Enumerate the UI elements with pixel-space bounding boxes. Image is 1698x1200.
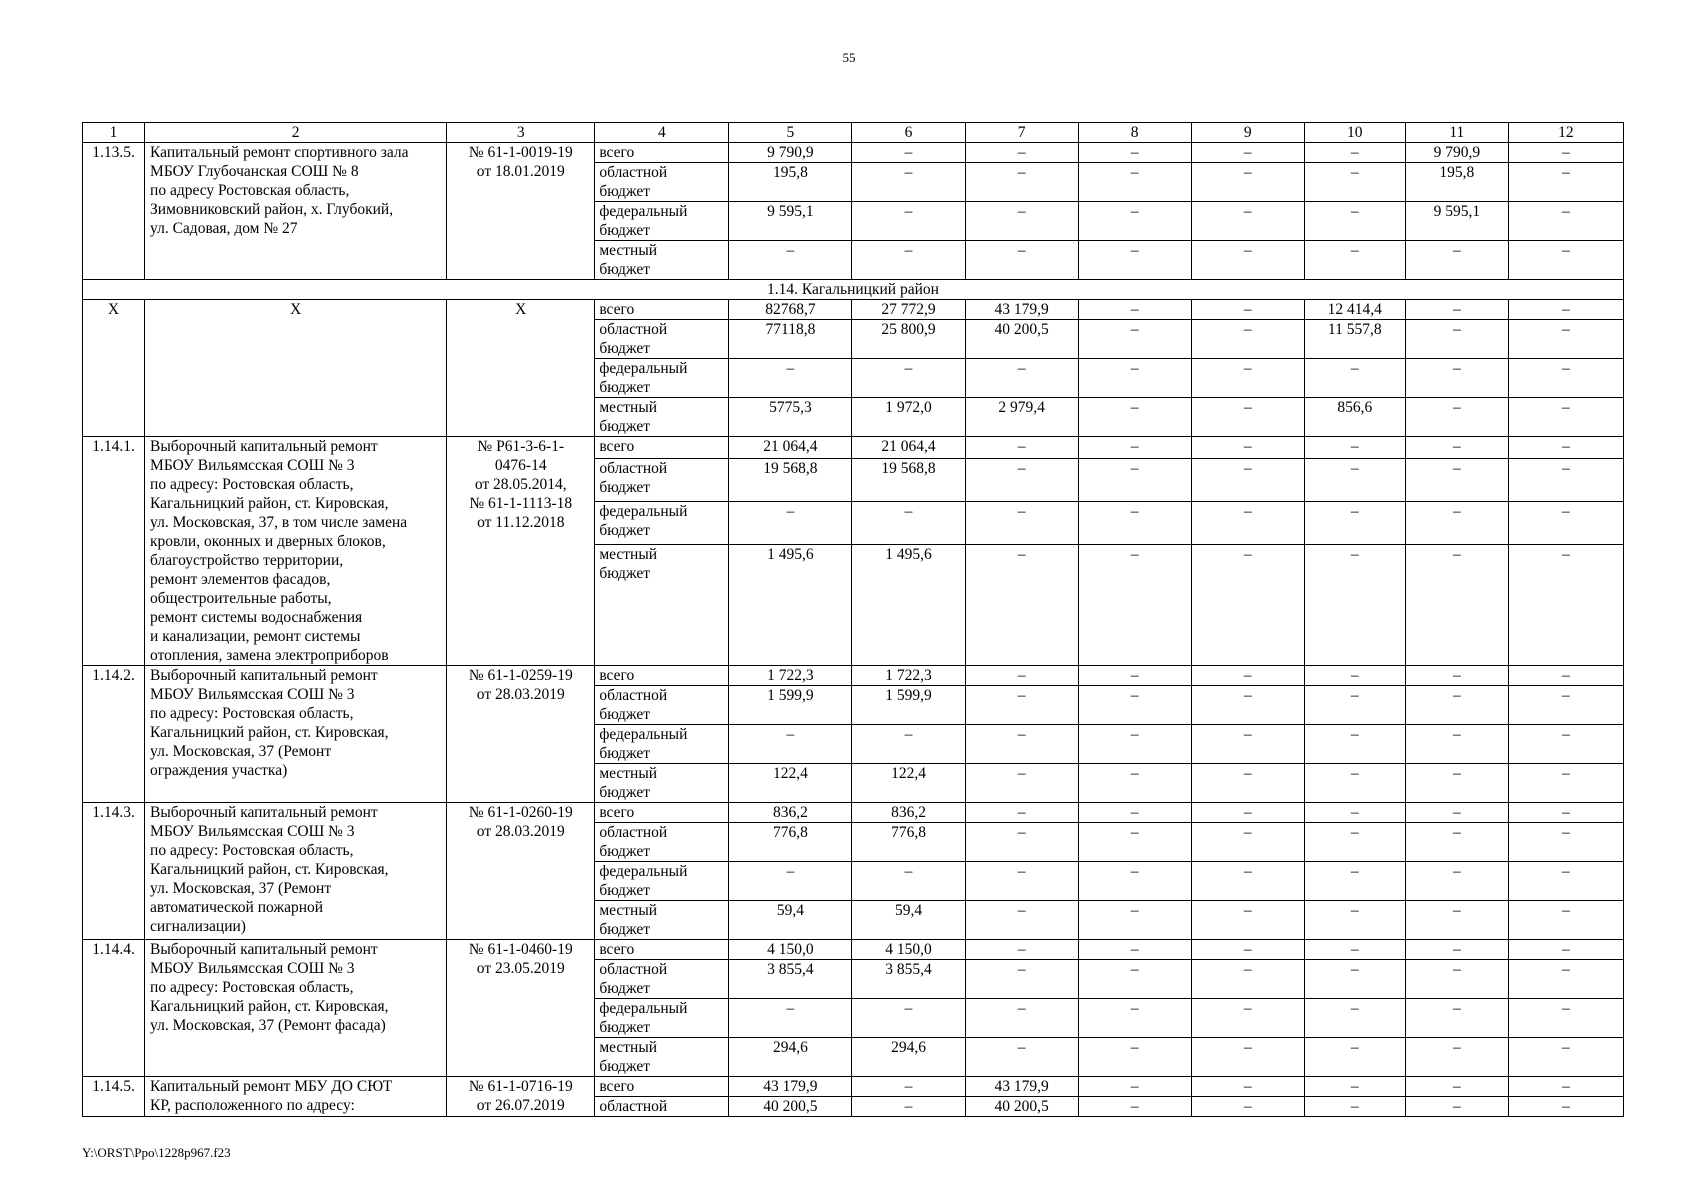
amount-cell: –: [852, 725, 965, 764]
amount-cell: –: [1405, 241, 1508, 280]
item-number: Х: [83, 300, 145, 437]
amount-cell: 776,8: [852, 823, 965, 862]
funding-source: всего: [595, 143, 729, 163]
funding-source: областной бюджет: [595, 823, 729, 862]
funding-source: федеральный бюджет: [595, 502, 729, 545]
amount-cell: 3 855,4: [729, 960, 852, 999]
amount-cell: –: [1191, 437, 1304, 459]
amount-cell: –: [1078, 764, 1191, 803]
amount-cell: 9 790,9: [1405, 143, 1508, 163]
amount-cell: –: [1191, 398, 1304, 437]
amount-cell: 4 150,0: [852, 940, 965, 960]
funding-source: местный бюджет: [595, 901, 729, 940]
amount-cell: –: [1405, 823, 1508, 862]
amount-cell: –: [965, 862, 1078, 901]
amount-cell: –: [1078, 143, 1191, 163]
amount-cell: –: [965, 459, 1078, 502]
amount-cell: –: [965, 960, 1078, 999]
amount-cell: –: [965, 686, 1078, 725]
amount-cell: –: [1078, 666, 1191, 686]
amount-cell: 9 595,1: [729, 202, 852, 241]
amount-cell: –: [1191, 862, 1304, 901]
amount-cell: 43 179,9: [965, 1077, 1078, 1097]
amount-cell: 59,4: [729, 901, 852, 940]
amount-cell: –: [965, 940, 1078, 960]
amount-cell: –: [965, 764, 1078, 803]
item-number: 1.13.5.: [83, 143, 145, 280]
amount-cell: –: [1405, 545, 1508, 666]
amount-cell: –: [1191, 725, 1304, 764]
amount-cell: –: [1191, 1077, 1304, 1097]
amount-cell: –: [1078, 1097, 1191, 1117]
item-number: 1.14.4.: [83, 940, 145, 1077]
amount-cell: –: [1405, 940, 1508, 960]
table-row: [83, 437, 1624, 459]
column-number-cell: 10: [1304, 123, 1405, 143]
amount-cell: –: [1508, 940, 1623, 960]
amount-cell: 1 599,9: [729, 686, 852, 725]
column-number-cell: 9: [1191, 123, 1304, 143]
amount-cell: 294,6: [852, 1038, 965, 1077]
amount-cell: –: [1508, 459, 1623, 502]
amount-cell: –: [1304, 163, 1405, 202]
amount-cell: –: [1304, 803, 1405, 823]
amount-cell: –: [1508, 502, 1623, 545]
funding-table-body: [83, 123, 1624, 1117]
amount-cell: –: [1405, 686, 1508, 725]
amount-cell: –: [729, 862, 852, 901]
amount-cell: –: [1304, 143, 1405, 163]
funding-source: областной бюджет: [595, 686, 729, 725]
amount-cell: 3 855,4: [852, 960, 965, 999]
amount-cell: –: [1304, 686, 1405, 725]
amount-cell: –: [965, 666, 1078, 686]
amount-cell: –: [1078, 459, 1191, 502]
amount-cell: 82768,7: [729, 300, 852, 320]
amount-cell: –: [1191, 163, 1304, 202]
amount-cell: –: [1078, 398, 1191, 437]
amount-cell: –: [729, 999, 852, 1038]
amount-cell: –: [1405, 1038, 1508, 1077]
amount-cell: –: [1304, 1077, 1405, 1097]
object-description: Х: [145, 300, 447, 437]
amount-cell: –: [1508, 300, 1623, 320]
amount-cell: –: [1191, 1097, 1304, 1117]
amount-cell: –: [852, 862, 965, 901]
column-number-cell: 5: [729, 123, 852, 143]
amount-cell: 195,8: [1405, 163, 1508, 202]
amount-cell: 294,6: [729, 1038, 852, 1077]
funding-source: всего: [595, 437, 729, 459]
amount-cell: –: [1078, 1077, 1191, 1097]
object-description: Капитальный ремонт спортивного зала МБОУ Глубочанская СОШ № 8 по адресу Ростовская область, Зимовниковский район, х. Глубокий, ул. Садовая, дом № 27: [145, 143, 447, 280]
amount-cell: –: [1304, 1038, 1405, 1077]
amount-cell: –: [1508, 999, 1623, 1038]
funding-source: местный бюджет: [595, 545, 729, 666]
amount-cell: –: [1078, 725, 1191, 764]
column-number-cell: 8: [1078, 123, 1191, 143]
amount-cell: –: [1508, 960, 1623, 999]
object-description: Выборочный капитальный ремонт МБОУ Вильямсская СОШ № 3 по адресу: Ростовская область, Кагальницкий район, ст. Кировская, ул. Московская, 37 (Ремонт автоматической пожарной сигнализации): [145, 803, 447, 940]
amount-cell: –: [1078, 999, 1191, 1038]
amount-cell: –: [965, 502, 1078, 545]
amount-cell: –: [852, 999, 965, 1038]
amount-cell: –: [852, 241, 965, 280]
amount-cell: 40 200,5: [965, 1097, 1078, 1117]
amount-cell: –: [965, 823, 1078, 862]
amount-cell: 9 790,9: [729, 143, 852, 163]
amount-cell: –: [1508, 901, 1623, 940]
amount-cell: 2 979,4: [965, 398, 1078, 437]
column-number-cell: 4: [595, 123, 729, 143]
funding-source: областной: [595, 1097, 729, 1117]
amount-cell: –: [1304, 241, 1405, 280]
amount-cell: –: [1191, 359, 1304, 398]
amount-cell: 40 200,5: [965, 320, 1078, 359]
amount-cell: –: [1508, 764, 1623, 803]
column-number-cell: 6: [852, 123, 965, 143]
amount-cell: 195,8: [729, 163, 852, 202]
amount-cell: –: [1078, 823, 1191, 862]
amount-cell: 836,2: [729, 803, 852, 823]
amount-cell: –: [1078, 901, 1191, 940]
table-row: [83, 803, 1624, 823]
funding-source: областной бюджет: [595, 960, 729, 999]
amount-cell: 4 150,0: [729, 940, 852, 960]
amount-cell: –: [1405, 1097, 1508, 1117]
amount-cell: 21 064,4: [729, 437, 852, 459]
amount-cell: –: [1191, 241, 1304, 280]
amount-cell: –: [1191, 143, 1304, 163]
amount-cell: –: [1405, 725, 1508, 764]
amount-cell: 1 722,3: [852, 666, 965, 686]
table-row: [83, 143, 1624, 163]
amount-cell: –: [1508, 359, 1623, 398]
amount-cell: –: [1508, 163, 1623, 202]
amount-cell: 59,4: [852, 901, 965, 940]
amount-cell: –: [965, 143, 1078, 163]
amount-cell: –: [1191, 803, 1304, 823]
amount-cell: –: [852, 502, 965, 545]
amount-cell: 9 595,1: [1405, 202, 1508, 241]
amount-cell: –: [1191, 202, 1304, 241]
amount-cell: –: [1078, 502, 1191, 545]
amount-cell: –: [1304, 545, 1405, 666]
amount-cell: –: [1508, 1097, 1623, 1117]
amount-cell: 21 064,4: [852, 437, 965, 459]
amount-cell: –: [1191, 300, 1304, 320]
amount-cell: 776,8: [729, 823, 852, 862]
amount-cell: –: [1405, 960, 1508, 999]
amount-cell: –: [1304, 459, 1405, 502]
funding-source: местный бюджет: [595, 764, 729, 803]
amount-cell: –: [1078, 437, 1191, 459]
amount-cell: –: [965, 1038, 1078, 1077]
amount-cell: –: [1508, 241, 1623, 280]
column-number-cell: 12: [1508, 123, 1623, 143]
amount-cell: –: [965, 359, 1078, 398]
amount-cell: 19 568,8: [729, 459, 852, 502]
amount-cell: –: [1078, 803, 1191, 823]
amount-cell: –: [729, 502, 852, 545]
amount-cell: –: [1191, 823, 1304, 862]
amount-cell: –: [1191, 502, 1304, 545]
object-description: Выборочный капитальный ремонт МБОУ Вильямсская СОШ № 3 по адресу: Ростовская область, Кагальницкий район, ст. Кировская, ул. Московская, 37, в том числе замена кровли, оконных и дверных блоков, благоустройство территории, ремонт элементов фасадов, общестроительные работы, ремонт системы водоснабжения и канализации, ремонт системы отопления, замена электроприборов: [145, 437, 447, 666]
amount-cell: –: [1405, 999, 1508, 1038]
amount-cell: –: [1405, 359, 1508, 398]
amount-cell: –: [1191, 545, 1304, 666]
funding-source: федеральный бюджет: [595, 862, 729, 901]
item-number: 1.14.5.: [83, 1077, 145, 1117]
amount-cell: –: [1304, 1097, 1405, 1117]
amount-cell: –: [729, 725, 852, 764]
amount-cell: 40 200,5: [729, 1097, 852, 1117]
amount-cell: –: [1304, 901, 1405, 940]
amount-cell: 43 179,9: [965, 300, 1078, 320]
amount-cell: –: [965, 202, 1078, 241]
funding-table: [82, 122, 1624, 1117]
amount-cell: –: [1508, 398, 1623, 437]
amount-cell: –: [1191, 686, 1304, 725]
funding-source: всего: [595, 300, 729, 320]
amount-cell: –: [965, 241, 1078, 280]
amount-cell: 1 972,0: [852, 398, 965, 437]
funding-source: местный бюджет: [595, 1038, 729, 1077]
column-number-cell: 1: [83, 123, 145, 143]
amount-cell: –: [1304, 666, 1405, 686]
funding-source: местный бюджет: [595, 241, 729, 280]
amount-cell: –: [1191, 459, 1304, 502]
amount-cell: –: [1508, 202, 1623, 241]
amount-cell: 122,4: [729, 764, 852, 803]
amount-cell: –: [729, 241, 852, 280]
amount-cell: –: [1078, 359, 1191, 398]
amount-cell: –: [1405, 764, 1508, 803]
amount-cell: –: [729, 359, 852, 398]
amount-cell: –: [965, 803, 1078, 823]
funding-source: областной бюджет: [595, 320, 729, 359]
funding-source: федеральный бюджет: [595, 999, 729, 1038]
amount-cell: –: [1405, 437, 1508, 459]
amount-cell: –: [1304, 502, 1405, 545]
amount-cell: 25 800,9: [852, 320, 965, 359]
amount-cell: –: [1191, 666, 1304, 686]
amount-cell: –: [1405, 300, 1508, 320]
amount-cell: –: [1191, 960, 1304, 999]
amount-cell: –: [1078, 320, 1191, 359]
amount-cell: –: [1508, 862, 1623, 901]
amount-cell: 856,6: [1304, 398, 1405, 437]
funding-table-wrapper: [82, 122, 1624, 1117]
amount-cell: –: [1078, 862, 1191, 901]
column-number-cell: 11: [1405, 123, 1508, 143]
registration-number: № Р61-3-6-1- 0476-14 от 28.05.2014, № 61-1-1113-18 от 11.12.2018: [447, 437, 595, 666]
amount-cell: –: [1508, 545, 1623, 666]
amount-cell: –: [1304, 940, 1405, 960]
amount-cell: –: [1304, 359, 1405, 398]
amount-cell: –: [1078, 940, 1191, 960]
amount-cell: –: [1191, 999, 1304, 1038]
registration-number: № 61-1-0019-19 от 18.01.2019: [447, 143, 595, 280]
section-title: 1.14. Кагальницкий район: [83, 280, 1624, 300]
amount-cell: –: [1078, 241, 1191, 280]
table-row: [83, 1077, 1624, 1097]
footer-file-path: Y:\ORST\Ppo\1228p967.f23: [82, 1145, 231, 1160]
amount-cell: –: [1191, 1038, 1304, 1077]
amount-cell: 1 599,9: [852, 686, 965, 725]
registration-number: № 61-1-0260-19 от 28.03.2019: [447, 803, 595, 940]
amount-cell: –: [1304, 999, 1405, 1038]
column-number-row: [83, 123, 1624, 143]
table-row: [83, 666, 1624, 686]
amount-cell: 27 772,9: [852, 300, 965, 320]
amount-cell: –: [1304, 202, 1405, 241]
amount-cell: –: [1078, 163, 1191, 202]
amount-cell: –: [1191, 764, 1304, 803]
amount-cell: –: [965, 999, 1078, 1038]
item-number: 1.14.2.: [83, 666, 145, 803]
amount-cell: 12 414,4: [1304, 300, 1405, 320]
funding-source: местный бюджет: [595, 398, 729, 437]
amount-cell: –: [965, 545, 1078, 666]
amount-cell: –: [965, 901, 1078, 940]
amount-cell: –: [852, 1097, 965, 1117]
amount-cell: –: [1508, 320, 1623, 359]
funding-source: областной бюджет: [595, 459, 729, 502]
amount-cell: –: [1304, 960, 1405, 999]
amount-cell: –: [852, 1077, 965, 1097]
funding-source: областной бюджет: [595, 163, 729, 202]
table-row: [83, 940, 1624, 960]
funding-source: федеральный бюджет: [595, 202, 729, 241]
amount-cell: 1 722,3: [729, 666, 852, 686]
amount-cell: –: [1508, 686, 1623, 725]
amount-cell: –: [1304, 725, 1405, 764]
amount-cell: –: [852, 202, 965, 241]
amount-cell: 77118,8: [729, 320, 852, 359]
amount-cell: 43 179,9: [729, 1077, 852, 1097]
amount-cell: –: [1405, 901, 1508, 940]
funding-source: всего: [595, 1077, 729, 1097]
amount-cell: –: [1304, 764, 1405, 803]
funding-source: всего: [595, 803, 729, 823]
funding-source: всего: [595, 666, 729, 686]
amount-cell: 122,4: [852, 764, 965, 803]
amount-cell: –: [1078, 545, 1191, 666]
amount-cell: –: [965, 437, 1078, 459]
item-number: 1.14.3.: [83, 803, 145, 940]
amount-cell: –: [1304, 823, 1405, 862]
column-number-cell: 2: [145, 123, 447, 143]
amount-cell: –: [1405, 862, 1508, 901]
amount-cell: –: [1191, 940, 1304, 960]
page-number: 55: [842, 50, 856, 65]
amount-cell: –: [1191, 320, 1304, 359]
amount-cell: –: [1304, 862, 1405, 901]
registration-number: № 61-1-0460-19 от 23.05.2019: [447, 940, 595, 1077]
amount-cell: –: [852, 163, 965, 202]
amount-cell: –: [1405, 320, 1508, 359]
object-description: Капитальный ремонт МБУ ДО СЮТ КР, расположенного по адресу:: [145, 1077, 447, 1117]
amount-cell: –: [1508, 1038, 1623, 1077]
registration-number: № 61-1-0259-19 от 28.03.2019: [447, 666, 595, 803]
amount-cell: –: [1508, 803, 1623, 823]
amount-cell: 19 568,8: [852, 459, 965, 502]
amount-cell: –: [1405, 502, 1508, 545]
amount-cell: –: [1405, 398, 1508, 437]
object-description: Выборочный капитальный ремонт МБОУ Вильямсская СОШ № 3 по адресу: Ростовская область, Кагальницкий район, ст. Кировская, ул. Московская, 37 (Ремонт фасада): [145, 940, 447, 1077]
amount-cell: 1 495,6: [852, 545, 965, 666]
amount-cell: –: [1508, 823, 1623, 862]
section-row: [83, 280, 1624, 300]
amount-cell: –: [1405, 803, 1508, 823]
amount-cell: –: [1304, 437, 1405, 459]
object-description: Выборочный капитальный ремонт МБОУ Вильямсская СОШ № 3 по адресу: Ростовская область, Кагальницкий район, ст. Кировская, ул. Московская, 37 (Ремонт ограждения участка): [145, 666, 447, 803]
amount-cell: –: [1508, 725, 1623, 764]
amount-cell: –: [1405, 459, 1508, 502]
amount-cell: 836,2: [852, 803, 965, 823]
amount-cell: –: [852, 143, 965, 163]
amount-cell: –: [1508, 437, 1623, 459]
amount-cell: –: [1078, 686, 1191, 725]
amount-cell: –: [852, 359, 965, 398]
amount-cell: –: [1078, 1038, 1191, 1077]
amount-cell: –: [1078, 202, 1191, 241]
amount-cell: –: [1078, 960, 1191, 999]
amount-cell: 11 557,8: [1304, 320, 1405, 359]
funding-source: федеральный бюджет: [595, 725, 729, 764]
registration-number: Х: [447, 300, 595, 437]
amount-cell: 1 495,6: [729, 545, 852, 666]
funding-source: федеральный бюджет: [595, 359, 729, 398]
amount-cell: 5775,3: [729, 398, 852, 437]
registration-number: № 61-1-0716-19 от 26.07.2019: [447, 1077, 595, 1117]
amount-cell: –: [1191, 901, 1304, 940]
column-number-cell: 3: [447, 123, 595, 143]
column-number-cell: 7: [965, 123, 1078, 143]
amount-cell: –: [1405, 1077, 1508, 1097]
amount-cell: –: [1405, 666, 1508, 686]
funding-source: всего: [595, 940, 729, 960]
amount-cell: –: [1508, 1077, 1623, 1097]
amount-cell: –: [965, 163, 1078, 202]
table-row: [83, 300, 1624, 320]
amount-cell: –: [1508, 666, 1623, 686]
amount-cell: –: [965, 725, 1078, 764]
amount-cell: –: [1078, 300, 1191, 320]
item-number: 1.14.1.: [83, 437, 145, 666]
amount-cell: –: [1508, 143, 1623, 163]
